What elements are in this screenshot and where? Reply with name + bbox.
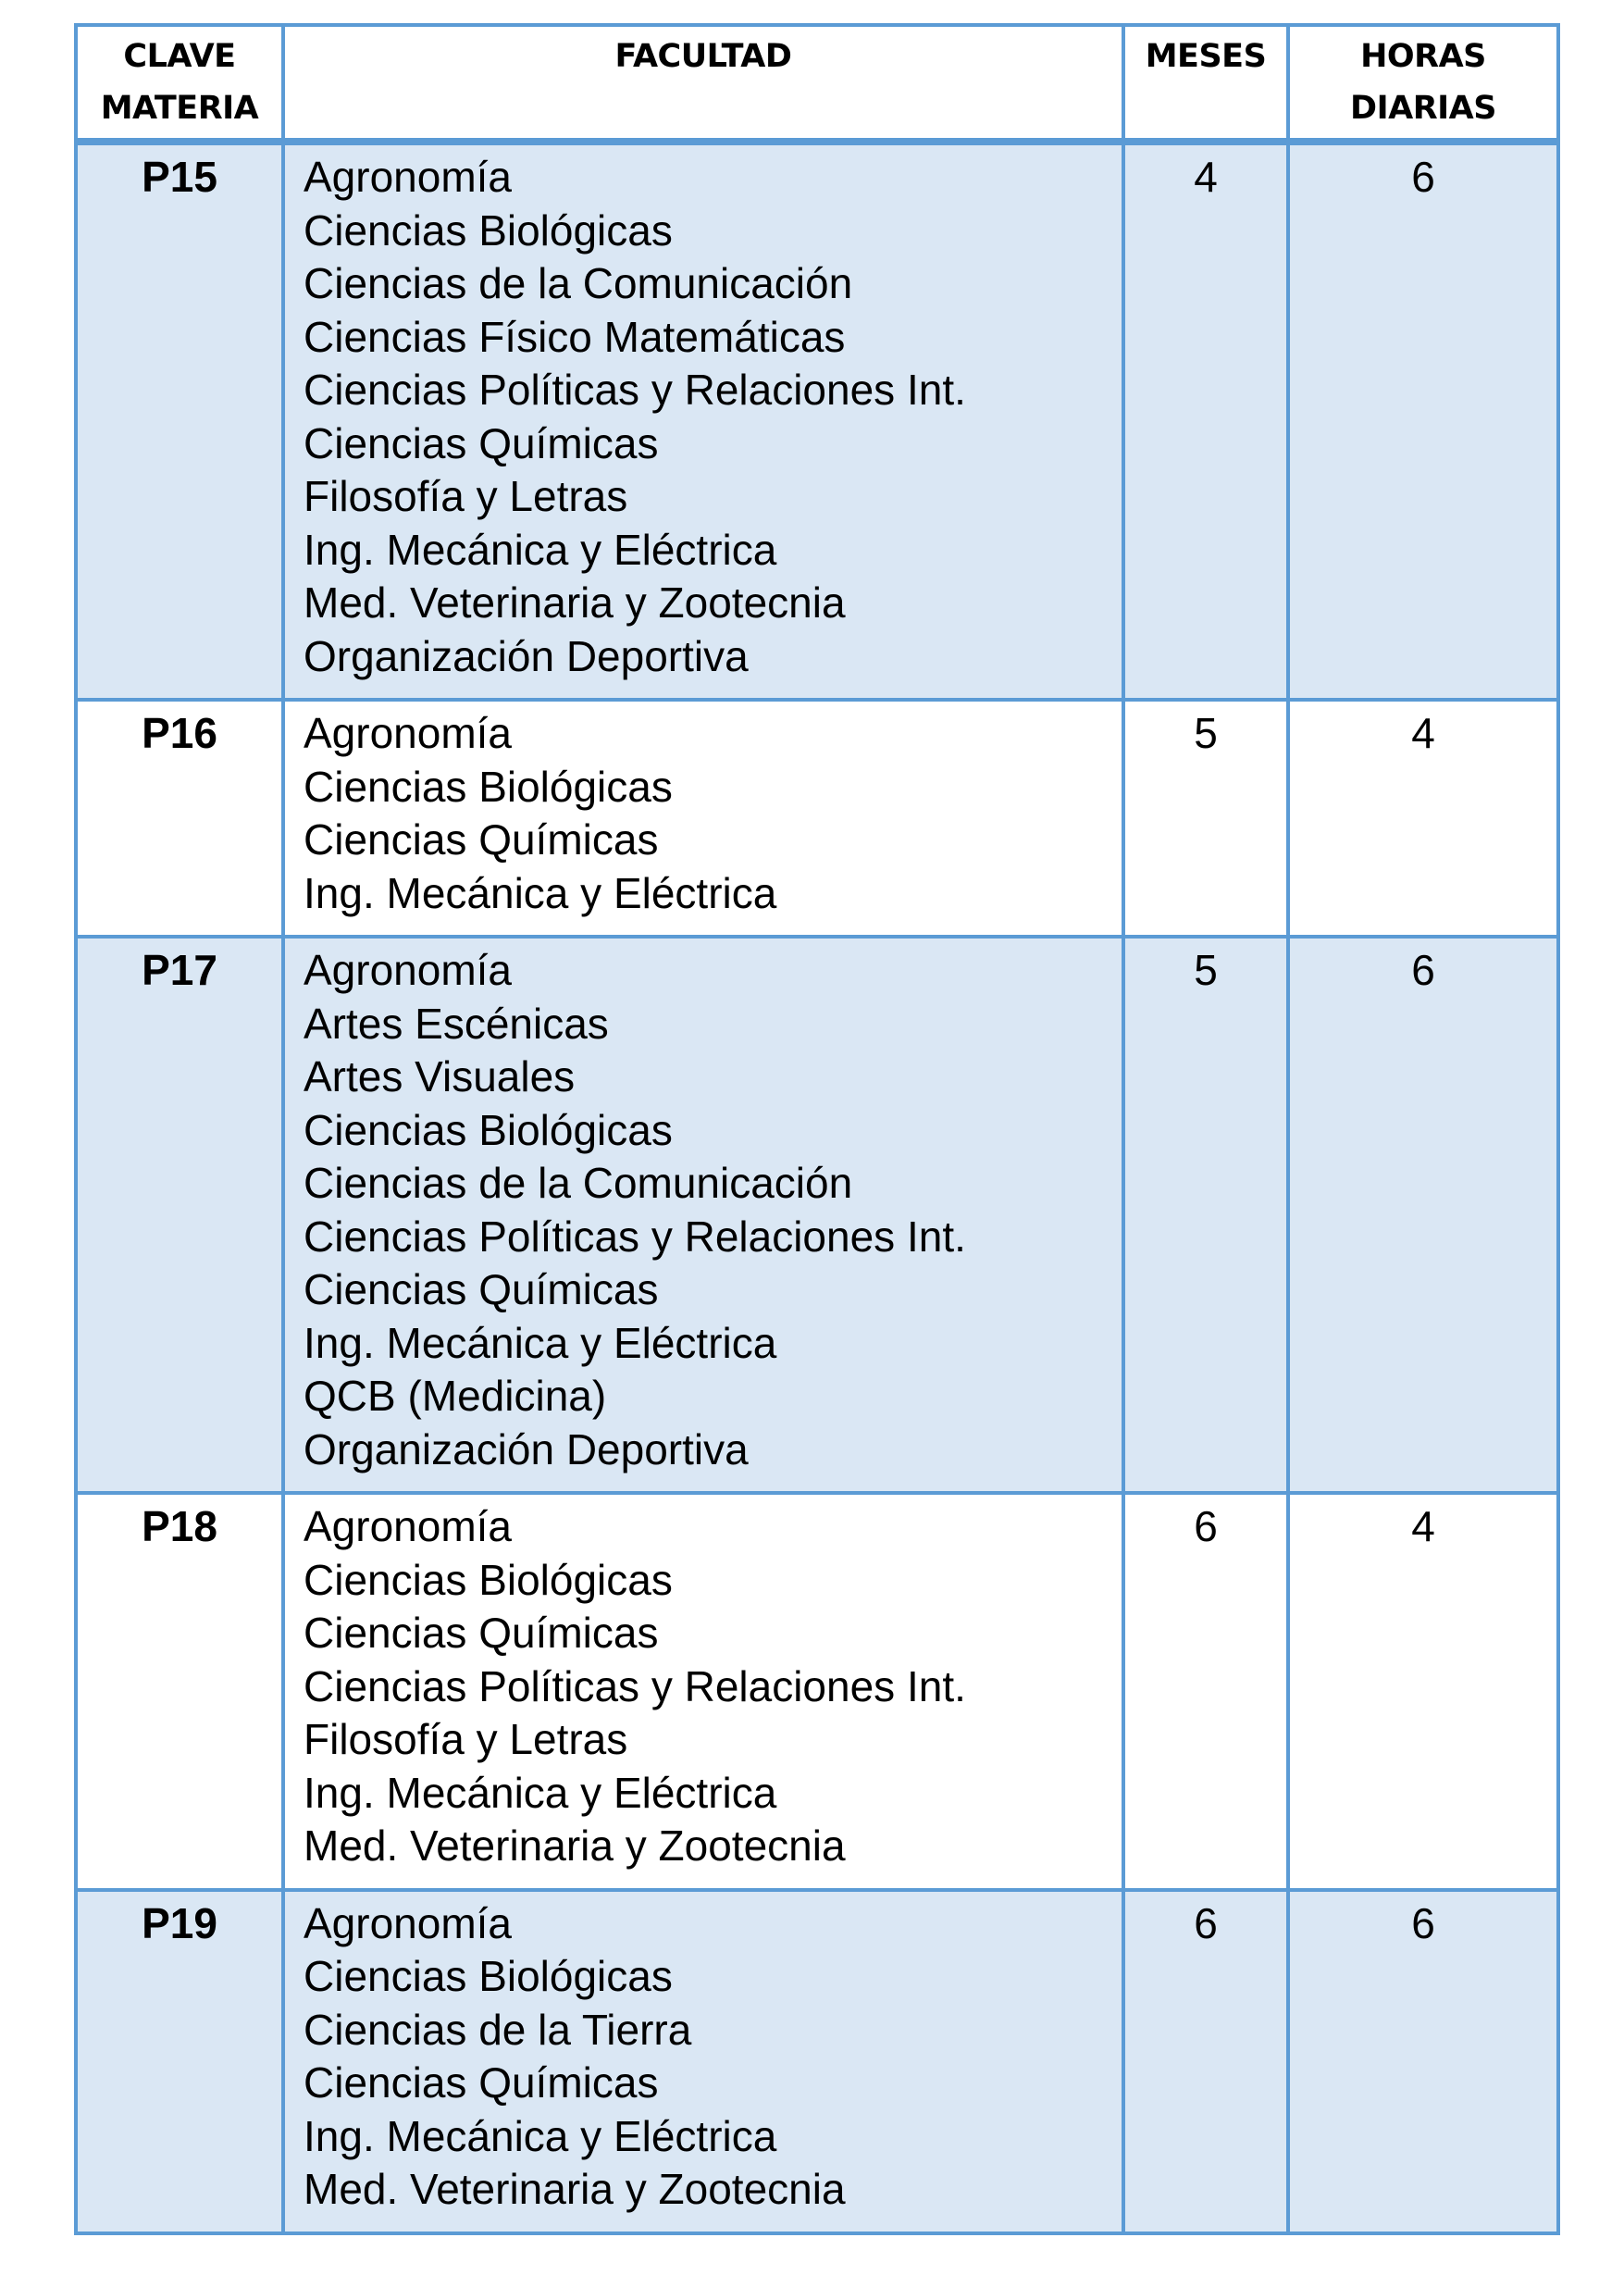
horas-diarias-cell: 6: [1288, 142, 1558, 700]
header-clave-materia: [76, 25, 283, 142]
facultad-item: Ing. Mecánica y Eléctrica: [304, 1318, 777, 1367]
facultad-item: Ciencias Físico Matemáticas: [304, 312, 846, 361]
horas-diarias-cell: 6: [1288, 1890, 1558, 2233]
clave-materia-cell: P17: [76, 937, 283, 1493]
header-horas-line1: HORAS: [1360, 38, 1486, 75]
facultad-item: Ciencias de la Comunicación: [304, 1159, 853, 1207]
facultad-cell: [283, 700, 1123, 937]
facultad-item: Filosofía y Letras: [304, 1715, 628, 1763]
clave-materia-cell: P16: [76, 700, 283, 937]
table-row: [76, 142, 1558, 700]
clave-materia-cell: P15: [76, 142, 283, 700]
facultad-item: Ciencias Biológicas: [304, 762, 673, 811]
facultad-cell: [283, 142, 1123, 700]
facultad-item: Ciencias Químicas: [304, 1609, 659, 1657]
facultad-item: Organización Deportiva: [304, 631, 749, 680]
meses-cell: 6: [1123, 1493, 1288, 1890]
header-facultad-label: FACULTAD: [614, 38, 792, 75]
facultad-item: Ciencias Químicas: [304, 815, 659, 864]
table-body: [76, 142, 1558, 2233]
facultad-item: Filosofía y Letras: [304, 472, 628, 520]
table-row: [76, 700, 1558, 937]
header-meses: [1123, 25, 1288, 142]
table-row: [76, 937, 1558, 1493]
header-clave-line1: CLAVE: [123, 38, 236, 75]
facultad-item: Med. Veterinaria y Zootecnia: [304, 1821, 846, 1870]
facultad-item: Ciencias Políticas y Relaciones Int.: [304, 366, 966, 414]
facultad-item: Ciencias Biológicas: [304, 1555, 673, 1604]
meses-cell: 4: [1123, 142, 1288, 700]
clave-materia-cell: P18: [76, 1493, 283, 1890]
facultad-item: Organización Deportiva: [304, 1424, 749, 1473]
facultad-item: Agronomía: [304, 709, 513, 757]
facultad-item: QCB (Medicina): [304, 1372, 607, 1420]
header-facultad: [283, 25, 1123, 142]
table-container: [74, 23, 1556, 2235]
facultad-item: Agronomía: [304, 1502, 513, 1550]
header-meses-label: MESES: [1145, 38, 1267, 75]
facultad-item: Ciencias Políticas y Relaciones Int.: [304, 1212, 966, 1261]
facultad-item: Ciencias Biológicas: [304, 205, 673, 255]
meses-cell: 5: [1123, 937, 1288, 1493]
meses-cell: 5: [1123, 700, 1288, 937]
facultad-item: Ciencias Biológicas: [304, 1105, 673, 1154]
facultad-item: Med. Veterinaria y Zootecnia: [304, 578, 846, 627]
facultad-item: Ing. Mecánica y Eléctrica: [304, 1768, 777, 1817]
facultad-cell: [283, 937, 1123, 1493]
facultad-cell: [283, 1493, 1123, 1890]
facultad-item: Ciencias Biológicas: [304, 1952, 673, 2000]
facultad-item: Ciencias Químicas: [304, 1265, 659, 1313]
table-header: [76, 25, 1558, 142]
header-horas-diarias: [1288, 25, 1558, 142]
facultad-item: Ing. Mecánica y Eléctrica: [304, 525, 777, 574]
horas-diarias-cell: 6: [1288, 937, 1558, 1493]
meses-cell: 6: [1123, 1890, 1288, 2233]
table-row: [76, 1493, 1558, 1890]
header-clave-line2: MATERIA: [100, 90, 259, 127]
horas-diarias-cell: 4: [1288, 1493, 1558, 1890]
facultad-item: Agronomía: [304, 153, 513, 201]
facultad-item: Ing. Mecánica y Eléctrica: [304, 868, 777, 917]
facultad-item: Ciencias Químicas: [304, 2058, 659, 2107]
clave-materia-cell: P19: [76, 1890, 283, 2233]
facultad-item: Artes Escénicas: [304, 999, 609, 1048]
facultad-cell: [283, 1890, 1123, 2233]
table-row: [76, 1890, 1558, 2233]
facultad-item: Ciencias de la Comunicación: [304, 259, 853, 307]
facultad-item: Ciencias Químicas: [304, 418, 659, 467]
facultad-item: Med. Veterinaria y Zootecnia: [304, 2165, 846, 2213]
header-horas-line2: DIARIAS: [1350, 90, 1496, 127]
facultad-item: Artes Visuales: [304, 1052, 576, 1100]
facultades-table: [74, 23, 1560, 2235]
facultad-item: Agronomía: [304, 946, 513, 994]
horas-diarias-cell: 4: [1288, 700, 1558, 937]
facultad-item: Ciencias de la Tierra: [304, 2005, 692, 2054]
header-row: [76, 25, 1558, 142]
facultad-item: Ing. Mecánica y Eléctrica: [304, 2111, 777, 2160]
facultad-item: Ciencias Políticas y Relaciones Int.: [304, 1661, 966, 1710]
facultad-item: Agronomía: [304, 1898, 513, 1947]
